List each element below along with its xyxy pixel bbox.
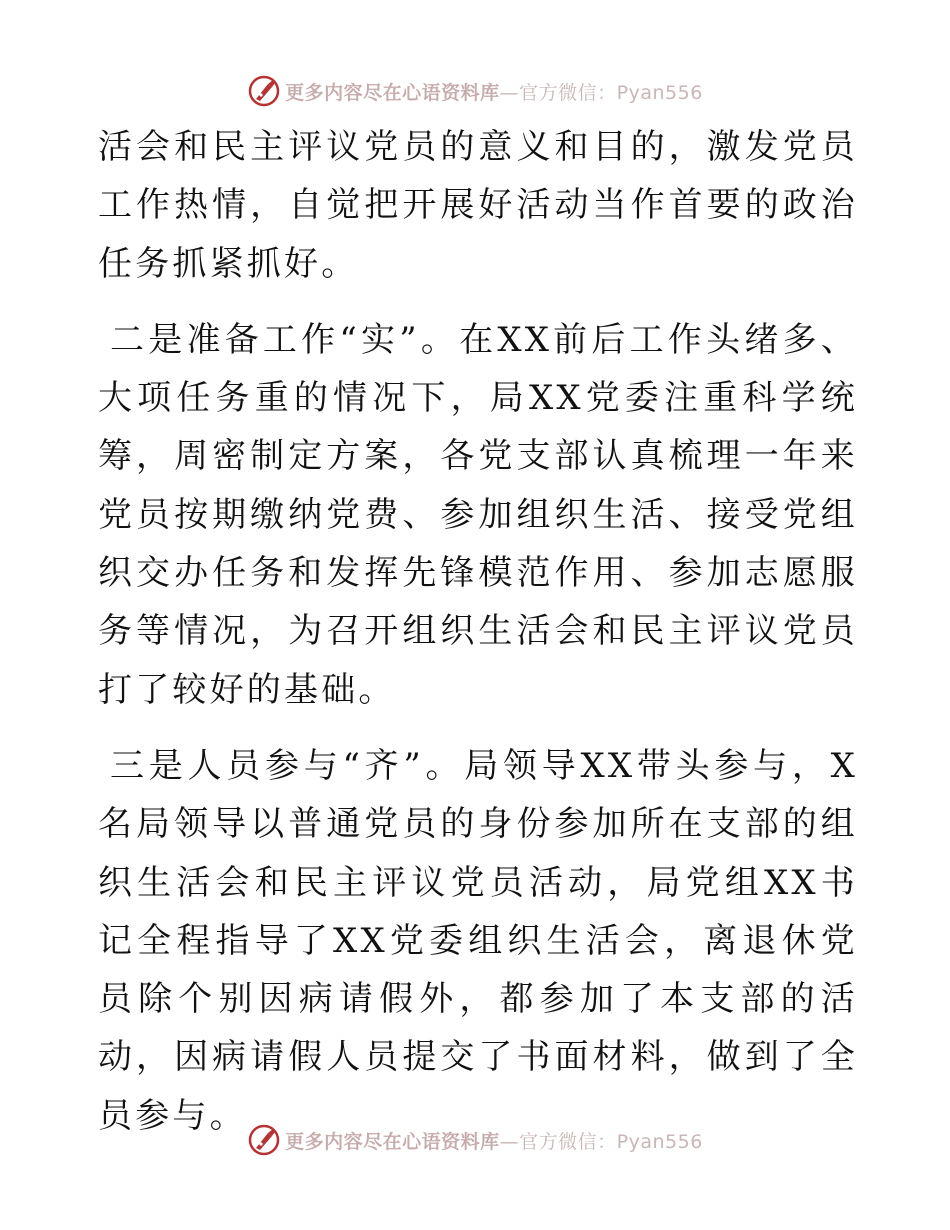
- footer-banner: [0, 1120, 950, 1160]
- pen-nib-logo-icon: [247, 1123, 281, 1157]
- paragraph-2: 二是准备工作“实”。在XX前后工作头绪多、大项任务重的情况下，局XX党委注重科学统筹，周密制定方案，各党支部认真梳理一年来党员按期缴纳党费、参加组织生活、接受党组织交办任务和发挥先锋模范作用、参加志愿服务等情况，为召开组织生活会和民主评议党员打了较好的基础。: [98, 319, 858, 710]
- header-banner-contact: —官方微信：Pyan556: [499, 81, 703, 104]
- header-banner-main: 更多内容尽在心语资料库: [285, 81, 500, 104]
- header-banner-text: [285, 78, 703, 105]
- paragraph-1: 活会和民主评议党员的意义和目的，激发党员工作热情，自觉把开展好活动当作首要的政治任务抓紧抓好。: [98, 127, 858, 284]
- paragraph-3: 三是人员参与“齐”。局领导XX带头参与，X名局领导以普通党员的身份参加所在支部的组织生活会和民主评议党员活动，局党组XX书记全程指导了XX党委组织生活会，离退休党员除个别因病请假外，都参加了本支部的活动，因病请假人员提交了书面材料，做到了全员参与。: [98, 745, 858, 1136]
- pen-nib-logo-icon: [247, 74, 281, 108]
- footer-banner-main: 更多内容尽在心语资料库: [285, 1130, 500, 1153]
- document-body: [98, 118, 858, 1145]
- footer-banner-text: [285, 1127, 703, 1154]
- header-banner: [0, 71, 950, 111]
- footer-banner-contact: —官方微信：Pyan556: [499, 1130, 703, 1153]
